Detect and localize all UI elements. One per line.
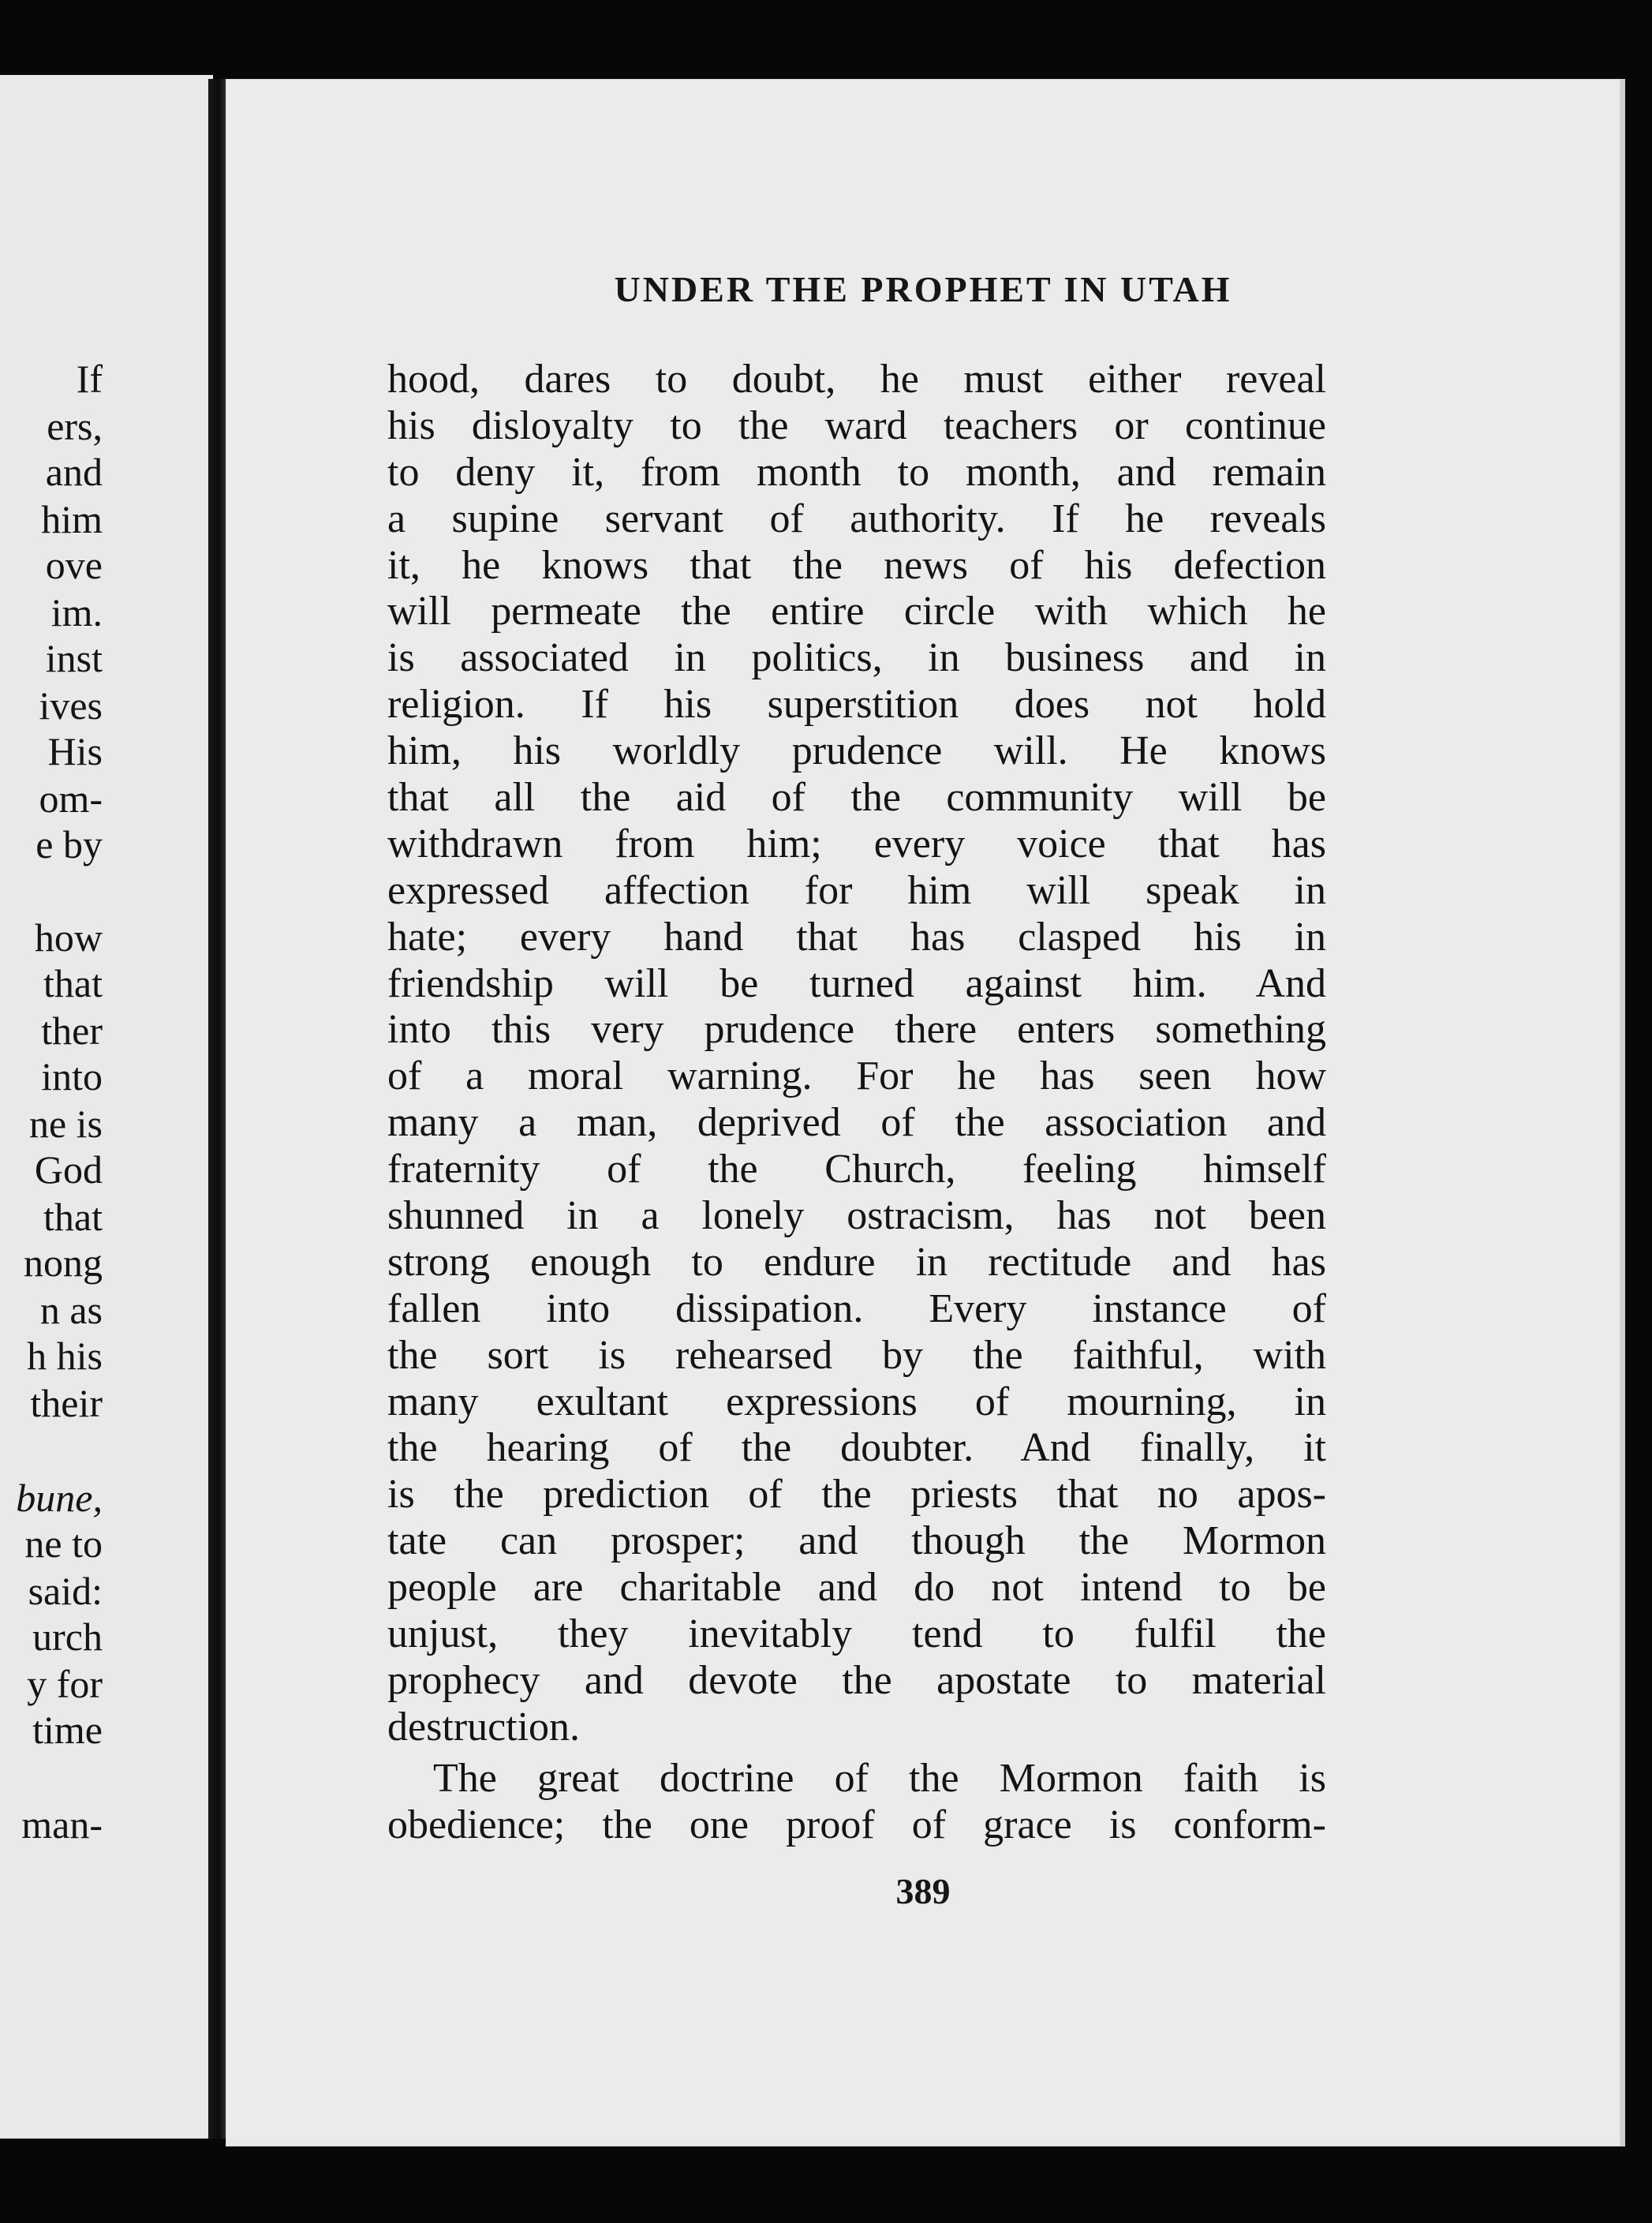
- text-line: fallen into dissipation. Every instance of: [387, 1286, 1326, 1331]
- text-line: it, he knows that the news of his defection: [387, 542, 1326, 588]
- text-line: religion. If his superstition does not hold: [387, 682, 1326, 728]
- previous-page-fragment: urch: [32, 1615, 103, 1659]
- text-line: strong enough to endure in rectitude and has: [387, 1239, 1326, 1285]
- previous-page-fragment: n as: [39, 1288, 103, 1332]
- text-line: is the prediction of the priests that no apos-: [387, 1472, 1326, 1518]
- previous-page-fragment: ther: [41, 1009, 103, 1053]
- previous-page-fragment: their: [30, 1381, 103, 1425]
- text-line: shunned in a lonely ostracism, has not been: [387, 1193, 1326, 1239]
- text-line: is associated in politics, in business and in: [387, 635, 1326, 681]
- previous-page-fragment: y for: [27, 1662, 103, 1706]
- text-line: tate can prosper; and though the Mormon: [387, 1518, 1326, 1564]
- body-text: [387, 357, 1326, 1849]
- previous-page-fragment: ne is: [28, 1102, 103, 1146]
- previous-page-fragment: ove: [45, 543, 103, 587]
- text-line: expressed affection for him will speak in: [387, 867, 1326, 913]
- previous-page-fragment: God: [34, 1147, 103, 1192]
- previous-page-fragment: him: [41, 497, 103, 541]
- text-line: friendship will be turned against him. And: [387, 960, 1326, 1006]
- text-line: of a moral warning. For he has seen how: [387, 1053, 1326, 1099]
- text-line: fraternity of the Church, feeling himself: [387, 1147, 1326, 1192]
- text-line: hate; every hand that has clasped his in: [387, 914, 1326, 960]
- previous-page-fragment: into: [41, 1054, 103, 1098]
- previous-page-fragment: e by: [36, 822, 103, 866]
- text-line: withdrawn from him; every voice that has: [387, 821, 1326, 866]
- running-head: UNDER THE PROPHET IN UTAH: [614, 269, 1232, 309]
- book-gutter: [208, 79, 226, 2139]
- text-line: will permeate the entire circle with which he: [387, 589, 1326, 634]
- previous-page-fragment: ives: [39, 683, 103, 728]
- previous-page-fragment: that: [43, 1195, 103, 1239]
- text-line: many exultant expressions of mourning, in: [387, 1379, 1326, 1424]
- previous-page-fragment: If: [76, 357, 103, 401]
- text-line: hood, dares to doubt, he must either reveal: [387, 357, 1326, 402]
- previous-page-fragment: man-: [21, 1802, 103, 1847]
- text-line: people are charitable and do not intend to be: [387, 1565, 1326, 1611]
- text-line: prophecy and devote the apostate to material: [387, 1657, 1326, 1703]
- text-line: the sort is rehearsed by the faithful, with: [387, 1332, 1326, 1378]
- text-line: his disloyalty to the ward teachers or continue: [387, 402, 1326, 448]
- previous-page-fragment: said:: [28, 1569, 103, 1613]
- text-line: destruction.: [387, 1704, 581, 1750]
- text-line: unjust, they inevitably tend to fulfil the: [387, 1611, 1326, 1657]
- previous-page-edge: [0, 75, 213, 2139]
- text-line: a supine servant of authority. If he reveals: [387, 496, 1326, 541]
- previous-page-fragment: nong: [24, 1241, 103, 1285]
- previous-page-fragment: and: [45, 450, 103, 494]
- text-line: to deny it, from month to month, and remain: [387, 449, 1326, 495]
- previous-page-fragment: ers,: [47, 404, 103, 448]
- text-line: into this very prudence there enters something: [387, 1007, 1326, 1053]
- text-line: The great doctrine of the Mormon faith is: [433, 1755, 1326, 1801]
- text-line: that all the aid of the community will be: [387, 775, 1326, 821]
- previous-page-fragment: bune,: [16, 1476, 103, 1520]
- previous-page-fragment: im.: [50, 590, 103, 634]
- previous-page-fragment: His: [47, 729, 103, 773]
- previous-page-fragment: ne to: [24, 1521, 103, 1566]
- previous-page-fragment: time: [32, 1708, 103, 1752]
- previous-page-fragment: inst: [45, 636, 103, 680]
- text-line: many a man, deprived of the association and: [387, 1100, 1326, 1146]
- previous-page-fragment: h his: [27, 1334, 103, 1378]
- previous-page-fragment: om-: [39, 777, 103, 821]
- text-line: the hearing of the doubter. And finally, it: [387, 1425, 1326, 1471]
- page-number: 389: [895, 1871, 951, 1911]
- text-line: him, his worldly prudence will. He knows: [387, 728, 1326, 774]
- previous-page-fragment: how: [34, 915, 103, 960]
- current-page: [226, 79, 1625, 2146]
- previous-page-fragment: that: [43, 961, 103, 1005]
- text-line: obedience; the one proof of grace is conform-: [387, 1802, 1326, 1847]
